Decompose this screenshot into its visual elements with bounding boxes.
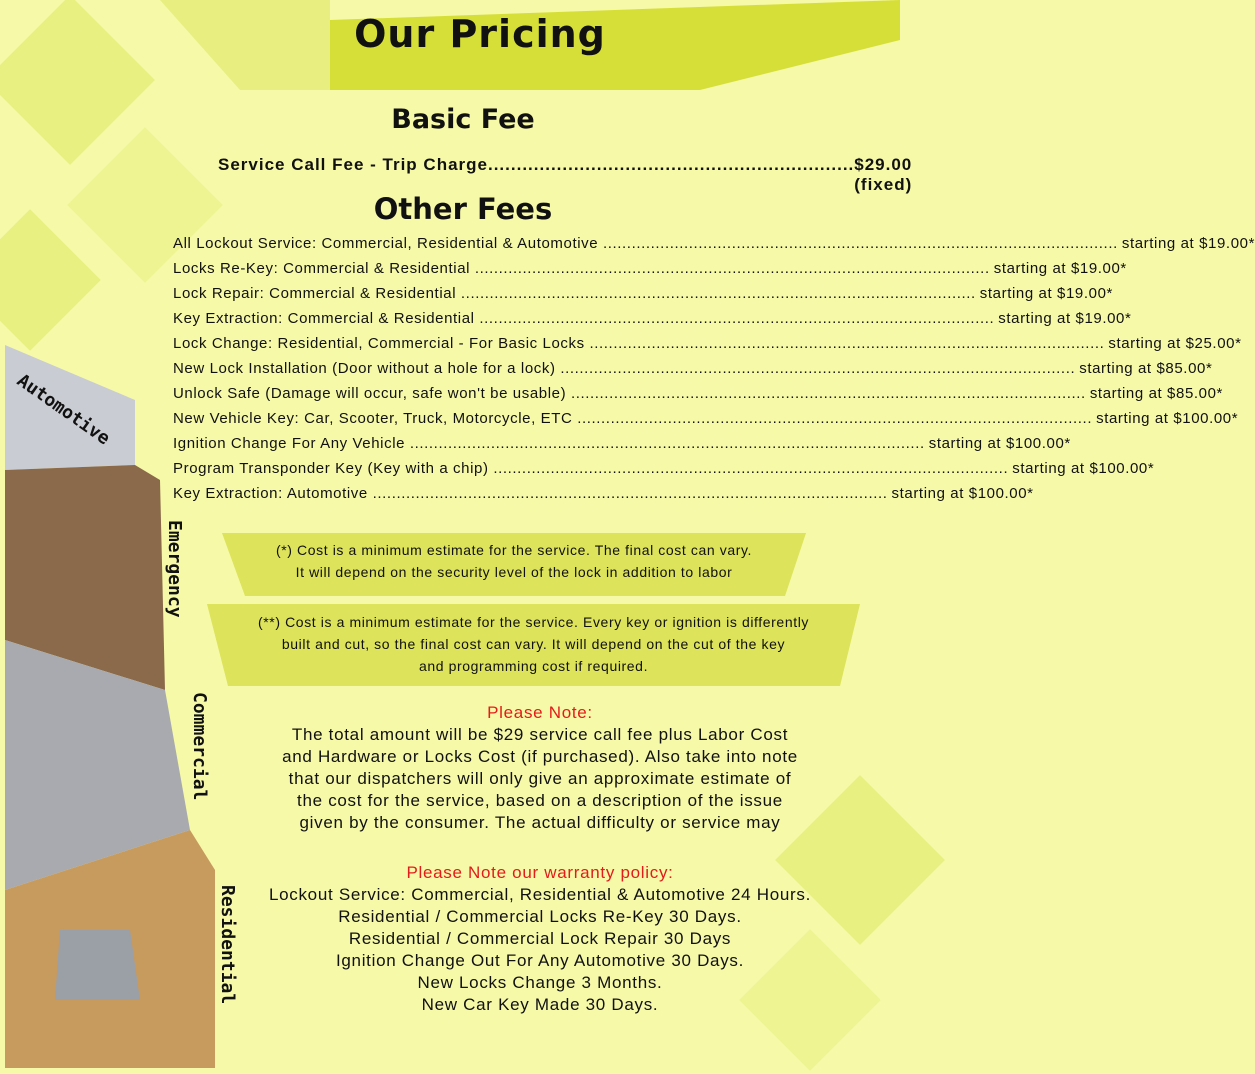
fee-service: New Lock Installation (Door without a hole for a lock) ..... <box>173 360 1075 377</box>
fee-price: starting at $85.00* <box>1089 385 1223 402</box>
fee-service: Unlock Safe (Damage will occur, safe won't be usable) ..... <box>173 385 1086 402</box>
fee-service: New Vehicle Key: Car, Scooter, Truck, Motorcycle, ETC ..... <box>173 410 1092 427</box>
fee-service: Locks Re-Key: Commercial & Residential ..... <box>173 260 990 277</box>
fee-price: starting at $100.00* <box>891 485 1034 502</box>
fee-price: starting at $85.00* <box>1079 360 1213 377</box>
note-boxes <box>0 0 913 700</box>
basic-fee-heading: Basic Fee <box>391 104 535 135</box>
service-price: $29.00 (fixed) <box>854 155 913 194</box>
service-call-fee-row: Service Call Fee - Trip Charge................................................................ $29.00 (fixed) <box>218 155 913 194</box>
please-note-section: Please Note: The total amount will be $29 service call fee plus Labor Cost and Hardware or Locks Cost (if purchased). Also take into note that our dispatchers will only give an approximate estimate of the cost for the service, based on a description of the issue given by the consumer. The actual difficulty or service may <box>240 702 840 834</box>
warranty-section: Please Note our warranty policy: Lockout Service: Commercial, Residential & Automotive 24 Hours. Residential / Commercial Locks Re-Key 30 Days. Residential / Commercial Lock Repair 30 Days Ignition Change Out For Any Automotive 30 Days. New Locks Change 3 Months. New Car Key Made 30 Days. <box>240 862 840 1016</box>
fee-price: starting at $100.00* <box>928 435 1071 452</box>
fee-price: starting at $19.00* <box>993 260 1127 277</box>
fee-service: Lock Change: Residential, Commercial - For Basic Locks ..... <box>173 335 1104 352</box>
note-single-star: (*) Cost is a minimum estimate for the service. The final cost can vary. It will depend on the security level of the lock in addition to labor <box>275 542 753 580</box>
fee-service: Lock Repair: Commercial & Residential ..... <box>173 285 976 302</box>
note-double-star: (**) Cost is a minimum estimate for the service. Every key or ignition is differently built and cut, so the final cost can vary. It will depend on the cut of the key and programming cost if required. <box>257 614 810 674</box>
label-residential: Residential <box>217 885 238 1005</box>
other-fees-heading: Other Fees <box>373 192 553 226</box>
service-name: Service Call Fee - Trip Charge <box>218 155 488 174</box>
fee-service: Program Transponder Key (Key with a chip) ..... <box>173 460 1008 477</box>
fee-price: starting at $19.00* <box>979 285 1113 302</box>
fee-price: starting at $100.00* <box>1012 460 1155 477</box>
fee-service: Ignition Change For Any Vehicle ..... <box>173 435 925 452</box>
fee-price: starting at $100.00* <box>1096 410 1239 427</box>
fee-price: starting at $25.00* <box>1108 335 1242 352</box>
warranty-heading: Please Note our warranty policy: <box>406 863 674 882</box>
fee-service: Key Extraction: Automotive ..... <box>173 485 888 502</box>
fee-service: Key Extraction: Commercial & Residential ..... <box>173 310 994 327</box>
label-commercial: Commercial <box>189 692 210 801</box>
fee-service: All Lockout Service: Commercial, Residential & Automotive ..... <box>173 235 1118 252</box>
label-automotive: Automotive <box>12 370 114 450</box>
please-note-heading: Please Note: <box>487 703 593 722</box>
fee-price: starting at $19.00* <box>1121 235 1255 252</box>
page-title: Our Pricing <box>354 12 606 56</box>
label-emergency: Emergency <box>164 520 185 618</box>
fee-price: starting at $19.00* <box>998 310 1132 327</box>
